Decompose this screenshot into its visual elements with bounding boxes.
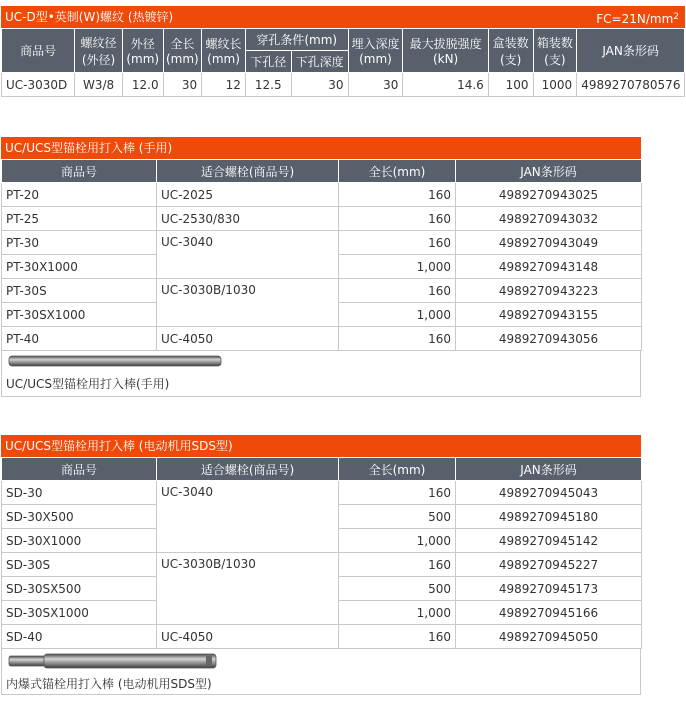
image-caption: UC/UCS型锚栓用打入棒(手用) xyxy=(6,377,170,391)
cell-thread-length: 12 xyxy=(202,73,246,97)
cell-length: 160 xyxy=(339,183,456,207)
cell-length: 160 xyxy=(339,553,456,577)
header-embed: 埋入深度 (mm) xyxy=(348,29,403,73)
cell-product: PT-40 xyxy=(2,327,157,351)
cell-product: SD-30SX1000 xyxy=(2,601,157,625)
cell-product: SD-30X500 xyxy=(2,505,157,529)
cell-length: 160 xyxy=(339,207,456,231)
cell-jan: 4989270943148 xyxy=(456,255,642,279)
cell-jan: 4989270945227 xyxy=(456,553,642,577)
cell-product: SD-40 xyxy=(2,625,157,649)
table-row xyxy=(2,73,685,97)
header-product: 商品号 xyxy=(2,29,75,73)
table-row xyxy=(2,231,642,255)
cell-product: PT-30SX1000 xyxy=(2,303,157,327)
cell-bolt: UC-3030B/1030 xyxy=(157,553,339,625)
cell-length: 160 xyxy=(339,279,456,303)
header-box: 盒装数 (支) xyxy=(488,29,533,73)
cell-jan: 4989270943155 xyxy=(456,303,642,327)
header-product: 商品号 xyxy=(2,160,157,183)
header-jan: JAN条形码 xyxy=(456,160,642,183)
section-hand-rod xyxy=(1,137,641,397)
cell-length: 1,000 xyxy=(339,255,456,279)
cell-jan: 4989270945142 xyxy=(456,529,642,553)
cell-jan: 4989270945173 xyxy=(456,577,642,601)
header-bolt: 适合螺栓(商品号) xyxy=(157,160,339,183)
section-title-bar xyxy=(1,6,685,28)
rod-table xyxy=(1,457,642,649)
header-hole: 穿孔条件(mm) xyxy=(245,29,348,51)
table-row xyxy=(2,207,642,231)
cell-jan: 4989270943032 xyxy=(456,207,642,231)
cell-jan: 4989270943056 xyxy=(456,327,642,351)
header-case: 箱装数 (支) xyxy=(533,29,577,73)
cell-bolt: UC-2025 xyxy=(157,183,339,207)
header-length: 全长(mm) xyxy=(339,458,456,481)
image-caption: 内爆式锚栓用打入棒 (电动机用SDS型) xyxy=(6,677,212,691)
cell-bolt: UC-4050 xyxy=(157,327,339,351)
section-title-bar xyxy=(1,137,641,159)
cell-jan: 4989270943223 xyxy=(456,279,642,303)
cell-length: 1,000 xyxy=(339,601,456,625)
product-image-box xyxy=(1,649,641,695)
cell-jan: 4989270943049 xyxy=(456,231,642,255)
header-jan: JAN条形码 xyxy=(456,458,642,481)
cell-bolt: UC-4050 xyxy=(157,625,339,649)
cell-length: 500 xyxy=(339,505,456,529)
cell-bolt: UC-3040 xyxy=(157,481,339,553)
product-image-box xyxy=(1,351,641,397)
cell-box: 100 xyxy=(488,73,533,97)
table-row xyxy=(2,279,642,303)
cell-hole-depth: 30 xyxy=(291,73,348,97)
header-thread-length: 螺纹长 (mm) xyxy=(202,29,246,73)
cell-product: PT-25 xyxy=(2,207,157,231)
cell-bolt: UC-3040 xyxy=(157,231,339,279)
table-row xyxy=(2,183,642,207)
spec-table xyxy=(1,28,685,97)
header-hole-depth: 下孔深度 xyxy=(291,51,348,73)
cell-length: 30 xyxy=(163,73,202,97)
cell-product: SD-30 xyxy=(2,481,157,505)
cell-jan: 4989270945043 xyxy=(456,481,642,505)
section-title: UC/UCS型锚栓用打入棒 (手用) xyxy=(5,141,173,155)
header-thread-dia: 螺纹径 (外径) xyxy=(75,29,123,73)
cell-product: SD-30SX500 xyxy=(2,577,157,601)
cell-product: PT-30S xyxy=(2,279,157,303)
cell-length: 160 xyxy=(339,327,456,351)
section-title: UC-D型•英制(W)螺纹 (热镀锌) xyxy=(5,10,174,24)
header-pull: 最大拔脱强度 (kN) xyxy=(403,29,488,73)
cell-product: UC-3030D xyxy=(2,73,75,97)
table-row xyxy=(2,625,642,649)
cell-length: 160 xyxy=(339,625,456,649)
cell-product: SD-30S xyxy=(2,553,157,577)
header-bolt: 适合螺栓(商品号) xyxy=(157,458,339,481)
cell-length: 1,000 xyxy=(339,303,456,327)
cell-jan: 4989270943025 xyxy=(456,183,642,207)
cell-bolt: UC-2530/830 xyxy=(157,207,339,231)
section-sds-rod xyxy=(1,435,641,695)
table-row xyxy=(2,553,642,577)
cell-length: 160 xyxy=(339,481,456,505)
fc-spec: $FC=21N/mm^2$ xyxy=(596,12,679,26)
header-length: 全长 (mm) xyxy=(163,29,202,73)
cell-embed: 30 xyxy=(348,73,403,97)
section-title: UC/UCS型锚栓用打入棒 (电动机用SDS型) xyxy=(5,439,233,453)
cell-product: PT-30 xyxy=(2,231,157,255)
cell-thread-dia: W3/8 xyxy=(75,73,123,97)
cell-length: 160 xyxy=(339,231,456,255)
cell-jan: 4989270780576 xyxy=(577,73,685,97)
cell-jan: 4989270945166 xyxy=(456,601,642,625)
header-product: 商品号 xyxy=(2,458,157,481)
header-outer: 外径 (mm) xyxy=(122,29,163,73)
cell-jan: 4989270945180 xyxy=(456,505,642,529)
section-uc-d xyxy=(1,6,685,97)
cell-hole-dia: 12.5 xyxy=(245,73,291,97)
cell-case: 1000 xyxy=(533,73,577,97)
table-row xyxy=(2,327,642,351)
cell-product: SD-30X1000 xyxy=(2,529,157,553)
section-title-bar xyxy=(1,435,641,457)
cell-bolt: UC-3030B/1030 xyxy=(157,279,339,327)
header-jan: JAN条形码 xyxy=(577,29,685,73)
hand-rod-image xyxy=(8,354,224,368)
cell-pull: 14.6 xyxy=(403,73,488,97)
header-hole-dia: 下孔径 xyxy=(245,51,291,73)
cell-length: 500 xyxy=(339,577,456,601)
sds-rod-image xyxy=(8,653,222,669)
cell-outer: 12.0 xyxy=(122,73,163,97)
cell-product: PT-20 xyxy=(2,183,157,207)
rod-table xyxy=(1,159,642,351)
cell-product: PT-30X1000 xyxy=(2,255,157,279)
cell-jan: 4989270945050 xyxy=(456,625,642,649)
header-length: 全长(mm) xyxy=(339,160,456,183)
table-row xyxy=(2,481,642,505)
cell-length: 1,000 xyxy=(339,529,456,553)
